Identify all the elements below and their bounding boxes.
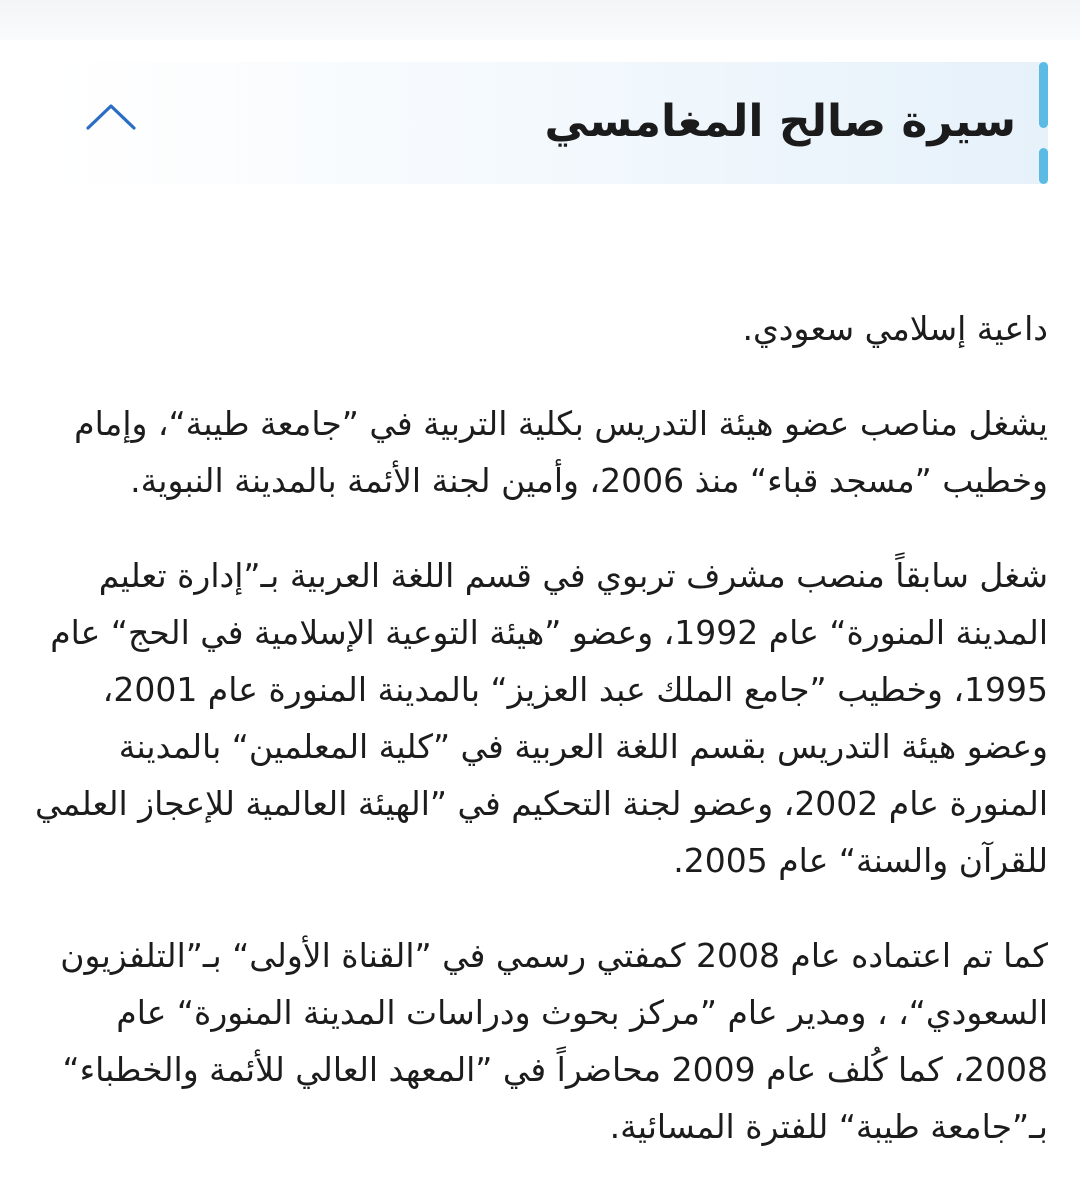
bio-paragraph: كما تم اعتماده عام 2008 كمفتي رسمي في ”القناة الأولى“ بـ”التلفزيون السعودي“، ، ومدير عام ”مركز بحوث ودراسات المدينة المنورة“ عام 2008، كما كُلف عام 2009 محاضراً في ”المعهد العالي للأئمة والخطباء“ بـ”جامعة طيبة“ للفترة المسائية.: [60, 936, 1048, 1146]
chevron-up-icon[interactable]: [84, 100, 138, 134]
bio-content: [32, 300, 1048, 1192]
section-header[interactable]: [54, 62, 1048, 184]
accent-bar: [1039, 62, 1048, 128]
accent-bar: [1039, 148, 1048, 184]
bio-paragraph: يشغل مناصب عضو هيئة التدريس بكلية التربية في ”جامعة طيبة“، وإمام وخطيب ”مسجد قباء“ منذ 2006، وأمين لجنة الأئمة بالمدينة النبوية.: [74, 404, 1048, 500]
top-strip: [0, 0, 1080, 40]
bio-paragraph: شغل سابقاً منصب مشرف تربوي في قسم اللغة العربية بـ”إدارة تعليم المدينة المنورة“ عام 1992، وعضو ”هيئة التوعية الإسلامية في الحج“ عام 1995، وخطيب ”جامع الملك عبد العزيز“ بالمدينة المنورة عام 2001، وعضو هيئة التدريس بقسم اللغة العربية في ”كلية المعلمين“ بالمدينة المنورة عام 2002، وعضو لجنة التحكيم في ”الهيئة العالمية للإعجاز العلمي للقرآن والسنة“ عام 2005.: [35, 556, 1048, 880]
section-title: سيرة صالح المغامسي: [544, 96, 1016, 147]
bio-paragraph: داعية إسلامي سعودي.: [742, 309, 1048, 348]
